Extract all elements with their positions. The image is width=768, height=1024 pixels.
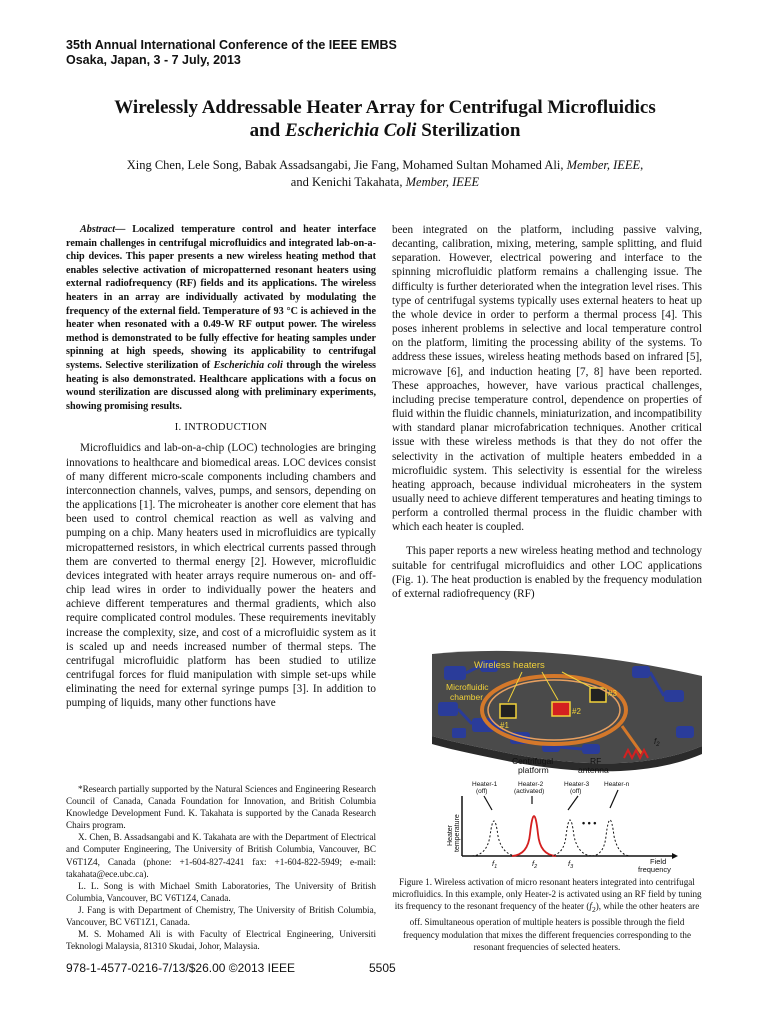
abstract-text: — Localized temperature control and heater interface remain challenges in centrifugal microfluidics and integrated lab-on-a-chip devices. This paper presents a new wireless heating method that enables selective activation of micropatterned resonant heaters using external radiofrequency (RF) fields and its applications. The wireless heaters in an array are individually activated by modulating the frequency of the external field. Temperature of 93 °C is achieved in the heater when resonated with a 0.49-W RF output power. The wireless method is demonstrated to be fully effective for heating samples under spinning at high speeds, showing its applicability to centrifugal systems. Selective sterilization of [66,224,376,371]
abstract-italic: Escherichia coli [213,359,283,371]
arrow-heater-1 [484,796,492,810]
caption-text: ), while the other heaters are off. Simultaneous operation of multiple heaters is possible through the field frequency modulation that mixes the different frequencies corresponding to the resonant frequencies of selected heaters. [403,901,700,952]
author-membership: Member, IEEE [405,175,480,189]
caption-subscript: 2 [591,905,596,915]
heater-1 [500,704,516,718]
caption-italic: f [589,901,592,912]
caption-text: Figure 1. Wireless activation of micro resonant heaters integrated into centrifugal microfluidics. In this example, only Heater-2 is activated using an RF field by tuning its frequency to the resonant frequency of the heater ( [392,877,702,912]
x-axis-label-2: frequency [638,865,671,874]
label-heater-2: #2 [572,707,581,716]
tick-f1: $f_1$ [492,859,498,870]
resonance-graph [447,781,678,874]
label-microfluidic: Microfluidic [446,682,489,692]
f2-label: $f_2$ [654,737,660,748]
label-heater-1-name: Heater-1 [472,781,498,788]
figure-1 [432,646,702,874]
tick-f3: $f_3$ [568,859,574,870]
abstract-text: through the wireless heating is also demonstrated. Healthcare applications with a focus on wound sterilization are discussed along with preliminary experiments, showing promising results. [66,359,377,412]
figure-1-illustration [432,646,702,874]
label-wireless-heaters: Wireless heaters [474,660,545,671]
authors-line-2 [40,174,730,191]
footnote: J. Fang is with Department of Chemistry, The University of British Columbia, Vancouver, BC V6T1Z1, Canada. [66,904,376,928]
label-heater-3-state: (off) [570,788,582,795]
x-axis-arrow [672,853,678,859]
conference-name: 35th Annual International Conference of the IEEE EMBS [66,38,397,52]
y-axis-label-2: temperature [454,814,461,852]
section-heading-introduction: I. INTRODUCTION [174,422,268,434]
tick-f2: $f_2$ [532,859,538,870]
arrow-heater-n [610,790,618,808]
intro-paragraph-1-continued: been integrated on the platform, including passive valving, decanting, calibration, mixing, metering, sample splitting, and fluid separation. However, electrical powering and interface to the spinning microfluidic platform remains a challenging issue. The difficulty is further deteriorated when the integration level rises. This type of centrifugal systems typically uses external heaters to heat up the whole device in order to perform a thermal process [4]. This poses inherent problems in selective and local temperature control on the platform, limiting the processing ability of the systems. To address these issues, wireless heating methods based on infrared [5], microwave [6], and induction heating [7, 8] have been reported. These approaches, however, have various practical challenges, including precise temperature control, dependence on properties of fluid within the fluidic channels, miniaturization, and incompatibility with standard planar microfabrication techniques. Another critical issue with these wireless methods is that they do not offer the selectivity in the activation of multiple heaters embedded in a microfluidic system. This selectivity is essential for the wireless heating approach, because individual microheaters in the system usually need to achieve different temperatures and heating timings to perform a controlled thermal process in the fluidic chamber with which each heater is coupled. [392,224,702,534]
title-text: Sterilization [416,120,521,141]
title-italic: Escherichia Coli [285,120,417,141]
ellipsis: • • • [582,818,597,828]
footnote: M. S. Mohamed Ali is with Faculty of Electrical Engineering, Universiti Teknologi Malaysia, 81310 Skudai, Johor, Malaysia. [66,929,376,952]
footnote: X. Chen, B. Assadsangabi and K. Takahata are with the Department of Electrical and Computer Engineering, The University of British Columbia, Vancouver, BC V6T1Z4, Canada (phone: +1-604-827-4241 fax: +1-604-822-5949; e-mail: takahata@ece.ubc.ca). [66,832,376,879]
label-centrifugal: Centrifugal [512,756,554,766]
paper-title [40,96,730,142]
author-membership: Member, IEEE [566,158,641,172]
label-heater-n-name: Heater-n [604,781,630,788]
footnotes [66,783,376,952]
intro-paragraph-1: Microfluidics and lab-on-a-chip (LOC) technologies are bringing innovations to healthcare and biomedical areas. LOC devices consist of many different micro-scale components including chambers and interconnection channels, valves, pumps, and sensors, depending on the applications [1]. The microheater is another core element that has been used to control chemical reaction as well as valving and pumping on a chip. Many heaters used in microfluidics are typically micropatterned resistors, in which electrical currents passed through them are converted to thermal energy [2]. However, microfluidic devices integrated with heater arrays require numerous on- and off-chip lead wires in order to individually power the heaters and achieve different temperatures and thermal gradients, which also require complicated control modules. These requirements inevitably increase the complexity, size, and cost of a microfluidic system as it is scaled up and needs increased number of thermal steps. The centrifugal microfluidic platform has been studied to utilize centrifugal forces for fluid manipulation with simple set-ups while eliminating the need for external syringe pumps [3]. In addition to pumping of liquids, many other functions have [66,442,376,710]
left-column [66,223,376,710]
author-separator: , [640,158,644,172]
right-column [392,223,702,601]
footer-page-number: 5505 [369,961,396,975]
conference-location: Osaka, Japan, 3 - 7 July, 2013 [66,53,241,67]
title-line-1: Wirelessly Addressable Heater Array for Centrifugal Microfluidics [114,97,656,118]
label-platform: platform [518,765,549,775]
footer-isbn: 978-1-4577-0216-7/13/$26.00 ©2013 IEEE [66,961,296,975]
peak-heater-1 [472,821,517,856]
author-names: and Kenichi Takahata, [290,175,406,189]
abstract [66,223,376,413]
footnote: L. L. Song is with Michael Smith Laboratories, The University of British Columbia, Vancouver, BC V6T1Z4, Canada. [66,880,376,903]
label-chamber: chamber [450,692,484,702]
label-heater-3: #3 [608,689,617,698]
figure-1-caption [392,876,702,953]
label-heater-2-state: (activated) [514,788,545,795]
label-heater-2-name: Heater-2 [518,781,544,788]
title-text: and [249,120,285,141]
label-rf: RF [590,756,602,766]
label-heater-3-name: Heater-3 [564,781,590,788]
authors-line-1 [40,157,730,174]
author-names: Xing Chen, Lele Song, Babak Assadsangabi, Jie Fang, Mohamed Sultan Mohamed Ali, [126,158,567,172]
conference-header [66,38,397,68]
peak-heater-2 [512,816,556,856]
label-heater-1-state: (off) [476,788,488,795]
label-antenna: antenna [578,765,609,775]
y-axis-label-1: Heater [447,824,454,846]
heater-2 [552,702,570,716]
footnote: *Research partially supported by the Natural Sciences and Engineering Research Council of Canada, Canada Foundation for Innovation, and British Columbia Knowledge Development Fund. K. Takahata is supported by the Canada Research Chairs program. [66,784,376,831]
author-list [40,157,730,191]
arrow-heater-3 [568,796,578,810]
x-axis-label-1: Field [650,857,667,866]
title-line-2 [40,119,730,142]
label-heater-1: #1 [500,721,509,730]
intro-paragraph-2: This paper reports a new wireless heating method and technology suitable for centrifugal microfluidics and other LOC applications (Fig. 1). The heat production is enabled by the frequency modulation of external radiofrequency (RF) [392,545,702,600]
peak-heater-n [592,820,630,856]
abstract-label: Abstract [80,224,116,235]
